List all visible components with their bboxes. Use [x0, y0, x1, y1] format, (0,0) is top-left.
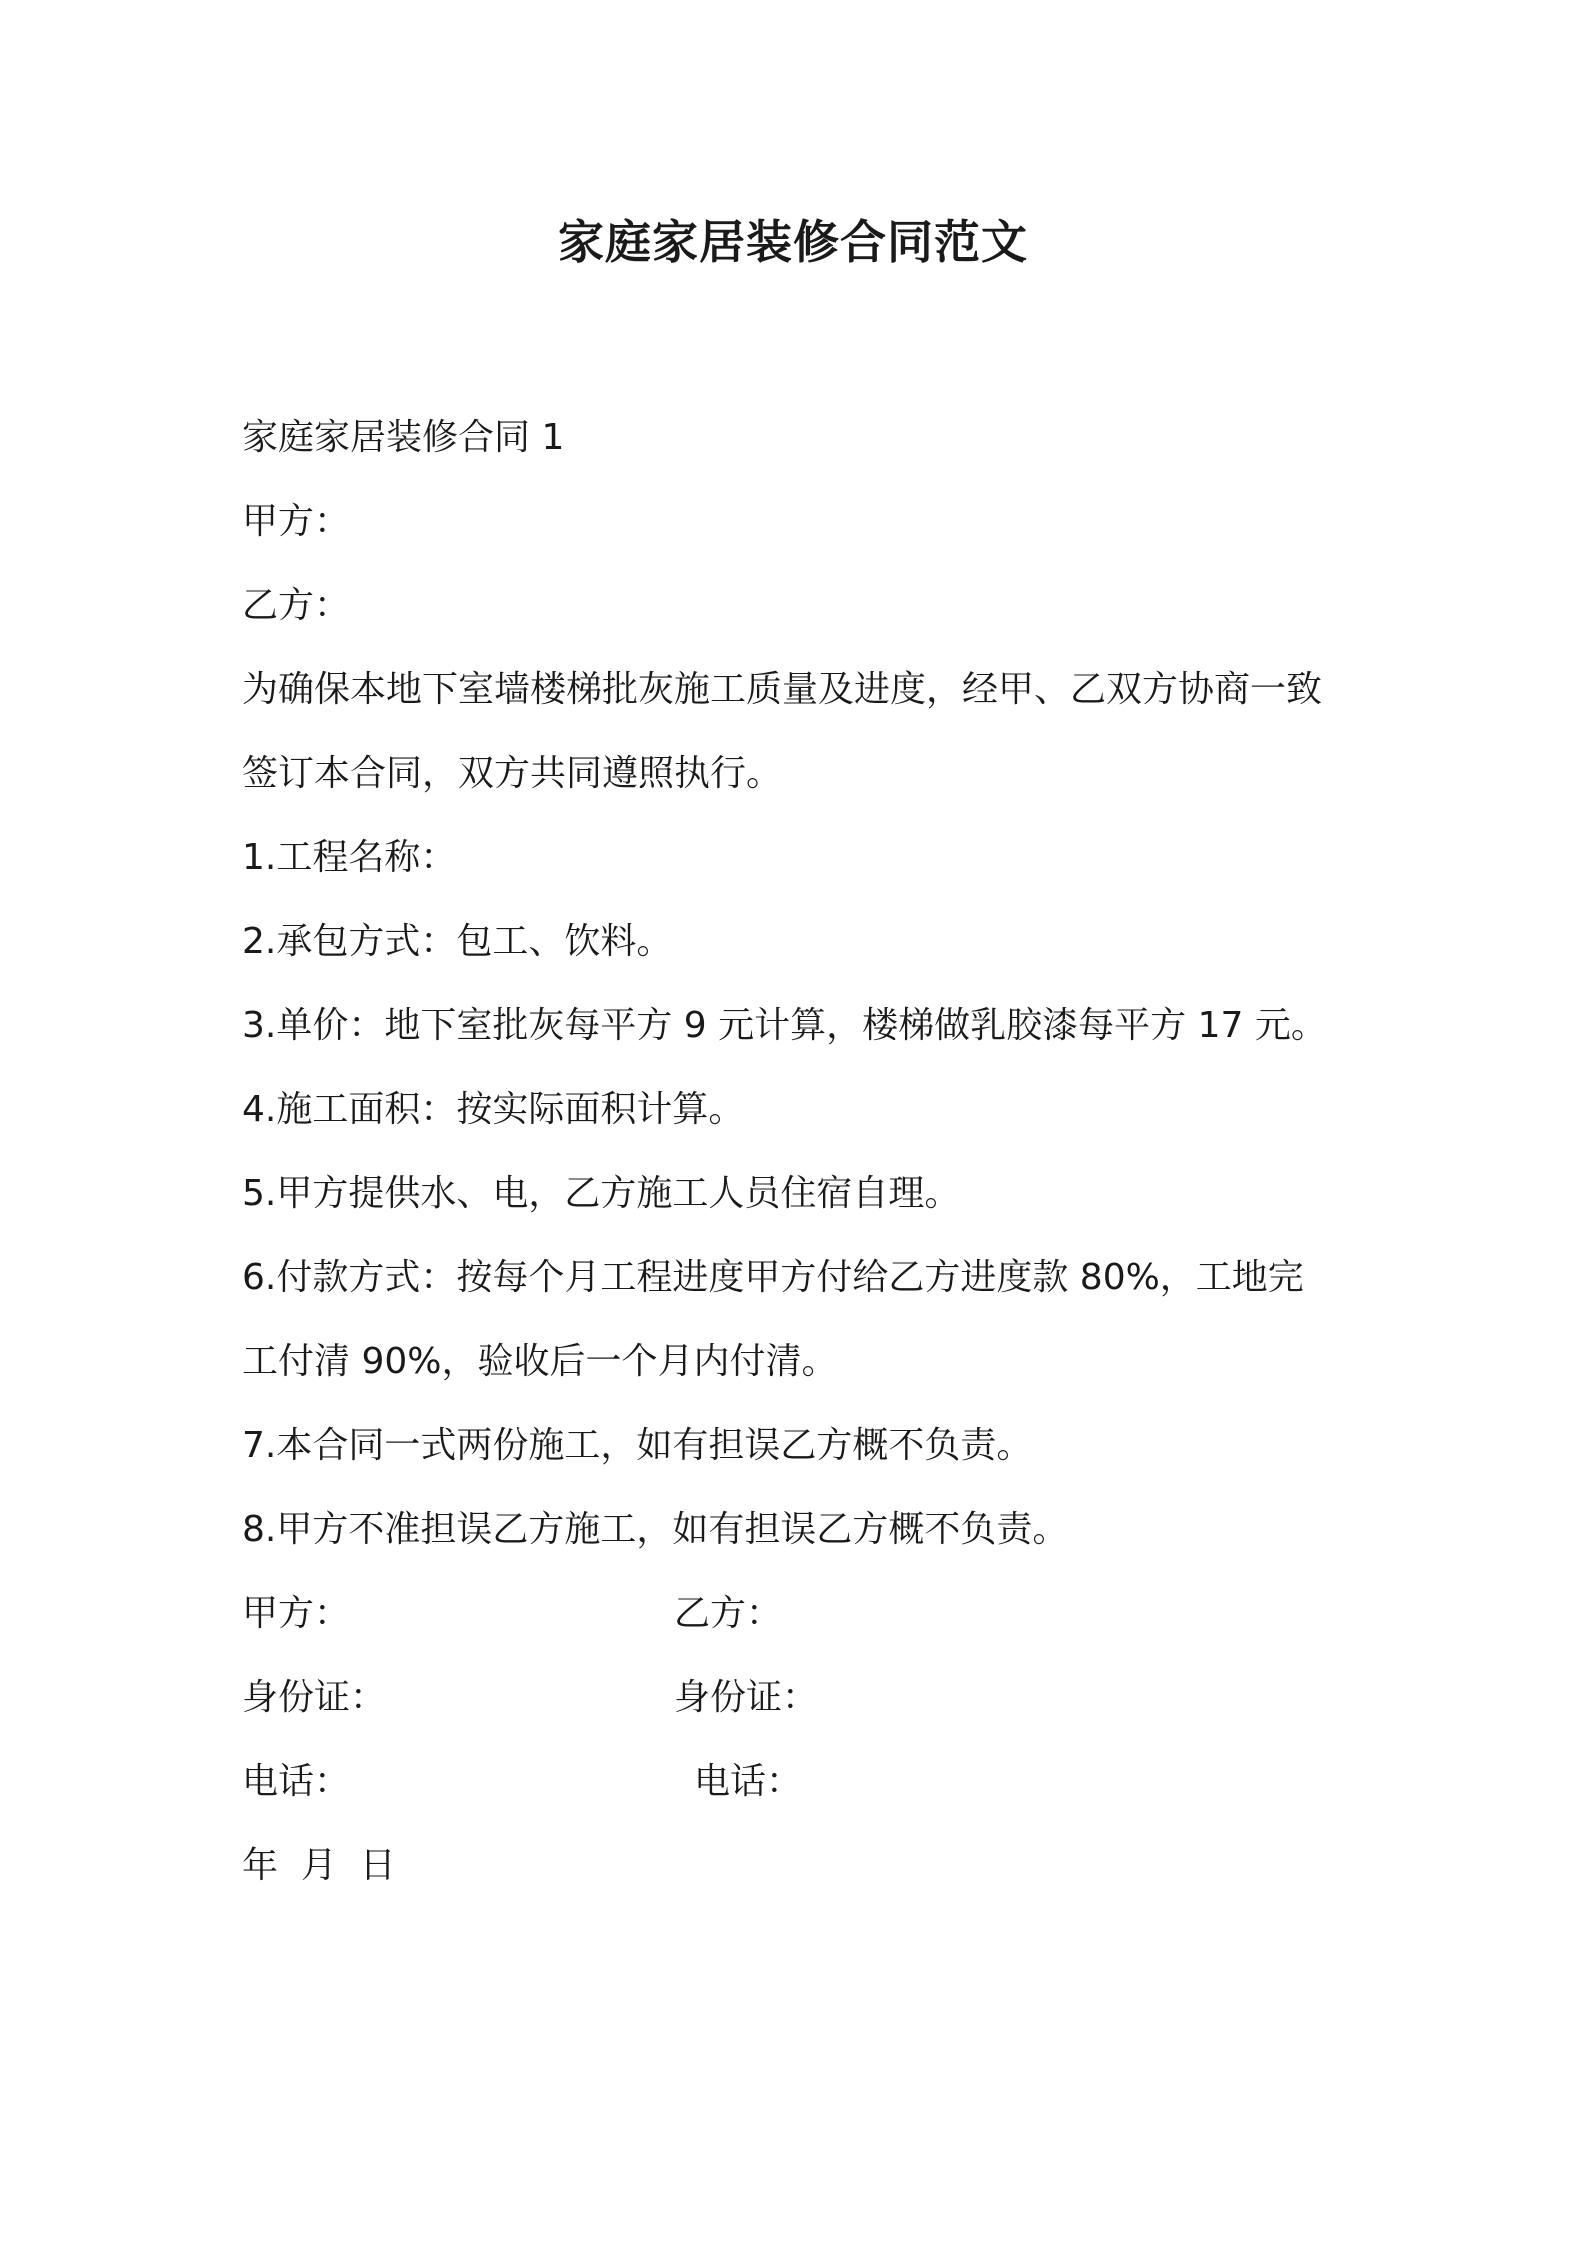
- clause-6-line-1: 6.付款方式：按每个月工程进度甲方付给乙方进度款 80%，工地完: [242, 1257, 1304, 1298]
- signature-date: 年 月 日: [242, 1845, 396, 1886]
- contract-heading: 家庭家居装修合同 1: [242, 417, 565, 458]
- clause-5: 5.甲方提供水、电，乙方施工人员住宿自理。: [242, 1173, 961, 1214]
- clause-6-line-2: 工付清 90%，验收后一个月内付清。: [242, 1341, 838, 1382]
- signature-party-b: 乙方：: [674, 1593, 783, 1634]
- signature-party-a: 甲方：: [242, 1593, 351, 1634]
- clause-1: 1.工程名称：: [242, 837, 457, 878]
- party-b-line: 乙方：: [242, 585, 351, 626]
- party-a-line: 甲方：: [242, 501, 351, 542]
- signature-id-b: 身份证：: [674, 1677, 819, 1718]
- signature-id-a: 身份证：: [242, 1677, 387, 1718]
- clause-7: 7.本合同一式两份施工，如有担误乙方概不负责。: [242, 1425, 1033, 1466]
- intro-line-1: 为确保本地下室墙楼梯批灰施工质量及进度，经甲、乙双方协商一致: [242, 669, 1323, 710]
- signature-phone-a: 电话：: [242, 1761, 351, 1802]
- intro-line-2: 签订本合同，双方共同遵照执行。: [242, 753, 783, 794]
- document-title: 家庭家居装修合同范文: [558, 215, 1028, 269]
- clause-4: 4.施工面积：按实际面积计算。: [242, 1089, 745, 1130]
- clause-8: 8.甲方不准担误乙方施工，如有担误乙方概不负责。: [242, 1509, 1069, 1550]
- signature-phone-b: 电话：: [694, 1761, 803, 1802]
- clause-2: 2.承包方式：包工、饮料。: [242, 921, 673, 962]
- clause-3: 3.单价：地下室批灰每平方 9 元计算，楼梯做乳胶漆每平方 17 元。: [242, 1005, 1327, 1046]
